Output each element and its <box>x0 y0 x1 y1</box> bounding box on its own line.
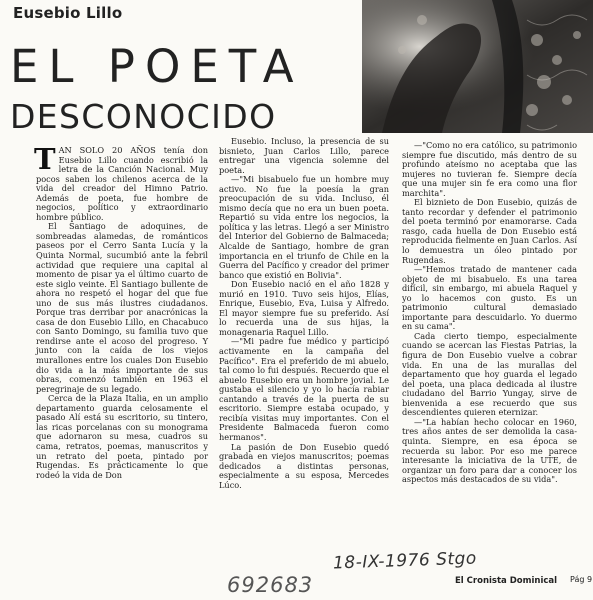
paragraph: El biznieto de Don Eusebio, quizás de tanto recordar y defender el patrimonio del poeta terminó por enamorarse. Cada rasgo, cada huella de Don Eusebio está reproducida fielmente en Juan Carlos. Así lo demuestra un óleo pintado por Rugendas. <box>402 197 577 265</box>
headline-line-2: DESCONOCIDO <box>10 97 277 136</box>
article-column-2 <box>219 137 389 490</box>
page-mark: Pág 9 <box>570 575 593 584</box>
paragraph: —"Hemos tratado de mantener cada objeto de mi bisabuelo. Es una tarea difícil, sin embargo, mi abuela Raquel y yo lo hacemos con gusto. Es un patrimonio cultural demasiado importante para descuidarlo. Yo duermo en su cama". <box>402 264 577 332</box>
author-heading: Eusebio Lillo <box>13 4 123 22</box>
paragraph: —"Mi bisabuelo fue un hombre muy activo. No fue la poesía la gran preocupación de su vida. Incluso, él mismo decía que no era un buen poeta. Repartió su vida entre los negocios, la política y las letras. Llegó a ser Ministro del Interior del Gobierno de Balmaceda; Alcalde de Santiago, hombre de gran importancia en el triunfo de Chile en la Guerra del Pacífico y creador del primer banco que existió en Bolivia". <box>219 174 389 280</box>
handwritten-date: 18-IX-1976 Stgo <box>332 548 478 574</box>
paragraph: Cerca de la Plaza Italia, en un amplio departamento guarda celosamente el pasado Alí está su escritorio, su tintero, las ricas porcelanas con su monograma que adornaron su mesa, cuadros su cama, retratos, poemas, manuscritos y un retrato del poeta, pintado por Rugendas. Es prácticamente lo que rodeó la vida de Don <box>36 393 208 480</box>
paragraph: —"La habían hecho colocar en 1960, tres años antes de ser demolida la casa-quinta. Siempre, en esa época se recuerda su labor. Por eso me parece interesante la iniciativa de la UTE, de organizar un foro para dar a conocer los aspectos más destacados de su vida". <box>402 416 577 485</box>
headline-line-1: EL POETA <box>10 40 304 93</box>
paragraph: TAN SOLO 20 AÑOS tenía don Eusebio Lillo cuando escribió la letra de la Canción Nacional. Muy pocos saben los chilenos acerca de la vida del creador del Himno Patrio. Además de poeta, fue hombre de negocios, político y extraordinario hombre público. <box>34 142 208 222</box>
portrait-photo <box>362 0 593 133</box>
drop-cap: T <box>34 142 56 176</box>
paragraph: Eusebio. Incluso, la presencia de su bisnieto, Juan Carlos Lillo, parece entregar una vigencia solemne del poeta. <box>219 136 389 175</box>
paragraph: Don Eusebio nació en el año 1828 y murió en 1910. Tuvo seis hijos, Elías, Enrique, Eusebio, Eva, Luisa y Alfredo. El mayor siempre fue su preferido. Así lo recuerda una de sus hijas, la monagenaria Raquel Lillo. <box>219 279 389 337</box>
article-column-3 <box>402 141 577 485</box>
paragraph: —"Mi padre fue médico y participó activamente en la campaña del Pacífico". Era el preferido de mi abuelo, tal como lo fui después. Recuerdo que el abuelo Eusebio era un hombre jovial. Le gustaba el silencio y yo lo hacía rabiar cantando a través de la puerta de su escritorio. Siempre estaba ocupado, y recibía visitas muy importantes. Con el Presidente Balmaceda fueron como hermanos". <box>219 336 389 442</box>
paragraph: El Santiago de adoquines, de sombreadas alamedas, de románticos paseos por el Cerro Santa Lucía y la Quinta Normal, sucumbió ante la febril actividad que requiere una capital al momento de pisar ya el último cuarto de este siglo veinte. El Santiago bullente de ahora no respetó el hogar del que fue uno de sus más ilustres ciudadanos. Porque tras derribar por anacrónicas la casa de don Eusebio Lillo, en Chacabuco con Santo Domingo, su familia tuvo que rendirse ante el acoso del progreso. Y junto con la caída de los viejos murallones entre los cuales Don Eusebio dio vida a la más importante de sus obras, comenzó también en 1963 el peregrinaje de su legado. <box>36 221 208 394</box>
newspaper-source: El Cronista Dominical <box>455 576 558 586</box>
photo-graphic <box>362 0 593 133</box>
paragraph: Cada cierto tiempo, especialmente cuando se acercan las Fiestas Patrias, la figura de Don Eusebio vuelve a cobrar vida. En una de las murallas del departamento que hoy guarda el legado del poeta, una placa dedicada al ilustre ciudadano del Barrio Yungay, sirve de bienvenida a ese recuerdo que sus descendientes quieren eternizar. <box>402 330 577 418</box>
archive-number-stamp: 692683 <box>227 573 314 597</box>
article-column-1 <box>34 142 208 480</box>
paragraph: La pasión de Don Eusebio quedó grabada en viejos manuscritos; poemas dedicados a distintas personas, especialmente a su esposa, Mercedes Lúco. <box>219 441 389 490</box>
paragraph: —"Como no era católico, su patrimonio siempre fue discutido, más dentro de su profundo ateísmo no aceptaba que las mujeres no tuvieran fe. Siempre decía que una mujer sin fe era como una flor marchita". <box>402 140 577 198</box>
